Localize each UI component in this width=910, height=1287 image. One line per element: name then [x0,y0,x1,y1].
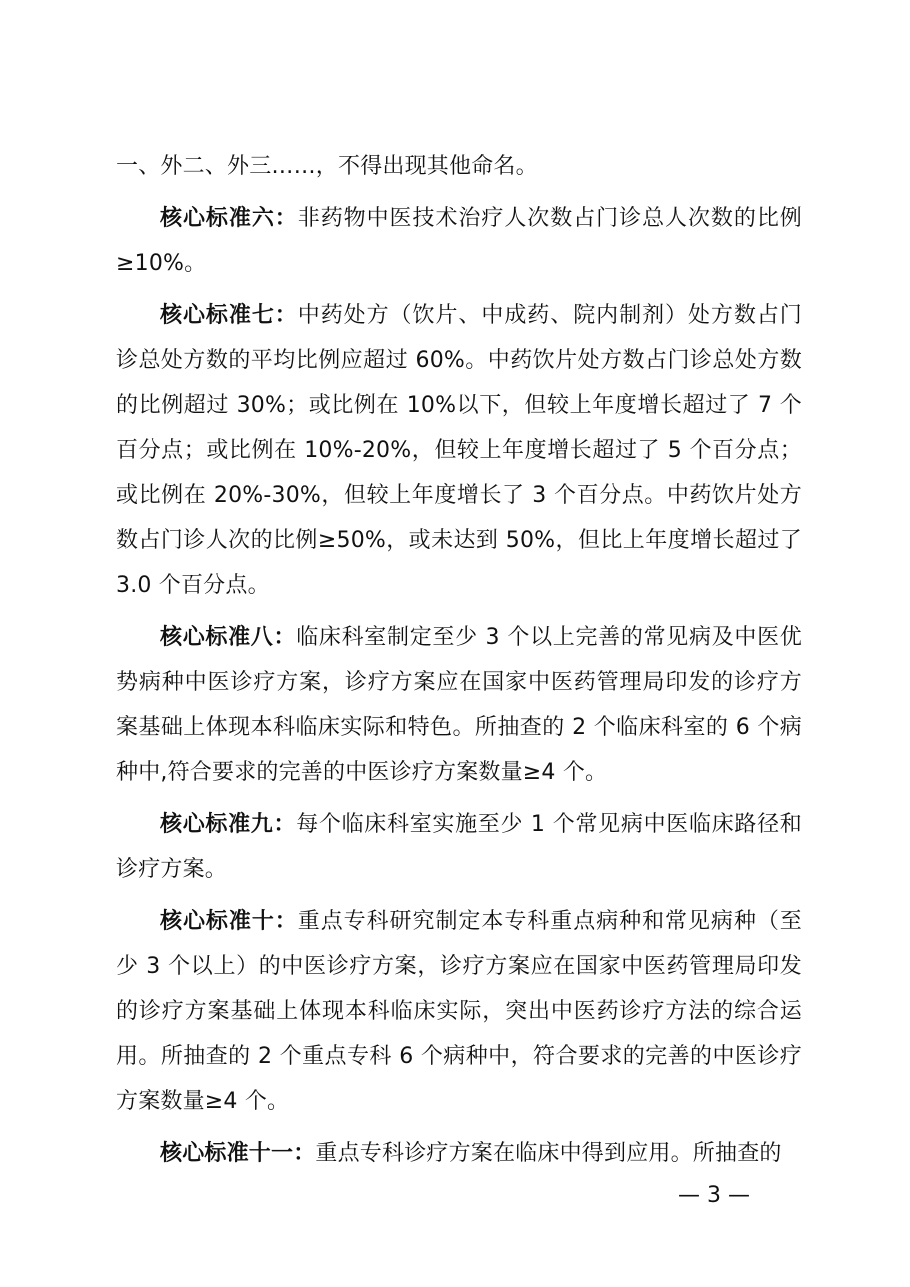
paragraph-continuation [116,144,802,189]
paragraph-text: 一、外二、外三……，不得出现其他命名。 [116,154,538,179]
paragraph-text: 中药处方（饮片、中成药、院内制剂）处方数占门诊总处方数的平均比例应超过 60%。中药饮片处方数占门诊总处方数的比例超过 30%；或比例在 10%以下，但较上年度增长超过了 7 个百分点；或比例在 10%-20%，但较上年度增长超过了 5 个百分点；或比例在 20%-30%，但较上年度增长了 3 个百分点。中药饮片处方数占门诊人次的比例≥50%，或未达到 50%，但比上年度增长超过了 3.0 个百分点。 [116,303,802,598]
paragraph-text: 每个临床科室实施至少 1 个常见病中医临床路径和诊疗方案。 [116,812,802,882]
paragraph-standard-8 [116,615,802,795]
standard-label: 核心标准十一： [160,1141,316,1166]
standard-label: 核心标准八： [160,625,297,650]
page-number: — 3 — [678,1183,750,1208]
paragraph-standard-10 [116,899,802,1124]
paragraph-text: 重点专科诊疗方案在临床中得到应用。所抽查的 [315,1141,782,1166]
paragraph-standard-11 [116,1131,802,1176]
paragraph-standard-6 [116,196,802,286]
standard-label: 核心标准六： [160,206,298,231]
paragraph-text: 临床科室制定至少 3 个以上完善的常见病及中医优势病种中医诊疗方案，诊疗方案应在国家中医药管理局印发的诊疗方案基础上体现本科临床实际和特色。所抽查的 2 个临床科室的 6 个病种中,符合要求的完善的中医诊疗方案数量≥4 个。 [116,625,802,785]
paragraph-text: 重点专科研究制定本专科重点病种和常见病种（至少 3 个以上）的中医诊疗方案，诊疗方案应在国家中医药管理局印发的诊疗方案基础上体现本科临床实际，突出中医药诊疗方法的综合运用。所抽查的 2 个重点专科 6 个病种中，符合要求的完善的中医诊疗方案数量≥4 个。 [116,909,802,1114]
standard-label: 核心标准十： [160,909,298,934]
paragraph-text: 非药物中医技术治疗人次数占门诊总人次数的比例≥10%。 [116,206,802,276]
standard-label: 核心标准七： [160,303,298,328]
document-body [116,144,802,1183]
paragraph-standard-7 [116,293,802,608]
standard-label: 核心标准九： [160,812,297,837]
paragraph-standard-9 [116,802,802,892]
